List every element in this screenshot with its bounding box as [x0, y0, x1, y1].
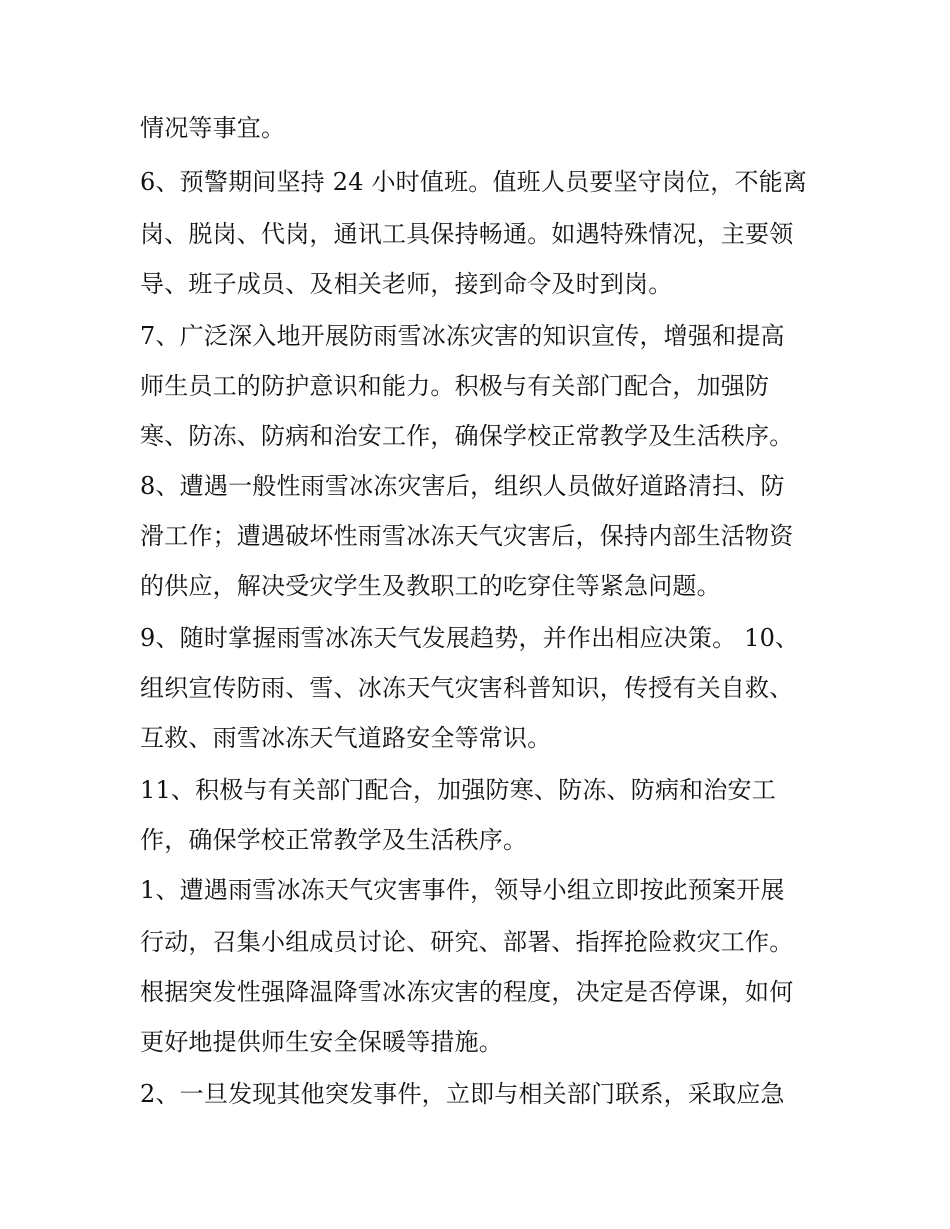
- text-line: 更好地提供师生安全保暖等措施。: [140, 1028, 503, 1056]
- text-line: 8、遭遇一般性雨雪冰冻灾害后，组织人员做好道路清扫、防: [140, 472, 785, 500]
- text-line: 1、遭遇雨雪冰冻天气灾害事件，领导小组立即按此预案开展: [140, 876, 785, 904]
- text-line: 的供应，解决受灾学生及教职工的吃穿住等紧急问题。: [140, 572, 721, 600]
- text-line: 7、广泛深入地开展防雨雪冰冻灾害的知识宣传，增强和提高: [140, 322, 785, 350]
- text-line: 11、积极与有关部门配合，加强防寒、防冻、防病和治安工: [140, 776, 776, 804]
- text-line: 情况等事宜。: [140, 114, 286, 142]
- text-line: 寒、防冻、防病和治安工作，确保学校正常教学及生活秩序。: [140, 422, 794, 450]
- text-line: 根据突发性强降温降雪冰冻灾害的程度，决定是否停课，如何: [140, 978, 794, 1006]
- text-line: 导、班子成员、及相关老师，接到命令及时到岗。: [140, 270, 673, 298]
- text-line: 6、预警期间坚持 24 小时值班。值班人员要坚守岗位，不能离: [140, 168, 808, 196]
- text-line: 互救、雨雪冰冻天气道路安全等常识。: [140, 724, 552, 752]
- text-line: 行动，召集小组成员讨论、研究、部署、指挥抢险救灾工作。: [140, 928, 794, 956]
- text-line: 师生员工的防护意识和能力。积极与有关部门配合，加强防: [140, 372, 770, 400]
- text-line: 9、随时掌握雨雪冰冻天气发展趋势，并作出相应决策。 10、: [140, 624, 800, 652]
- text-line: 组织宣传防雨、雪、冰冻天气灾害科普知识，传授有关自救、: [140, 674, 794, 702]
- text-line: 岗、脱岗、代岗，通讯工具保持畅通。如遇特殊情况，主要领: [140, 220, 794, 248]
- text-line: 2、一旦发现其他突发事件，立即与相关部门联系，采取应急: [140, 1080, 785, 1108]
- text-line: 滑工作；遭遇破坏性雨雪冰冻天气灾害后，保持内部生活物资: [140, 522, 794, 550]
- text-line: 作，确保学校正常教学及生活秩序。: [140, 826, 528, 854]
